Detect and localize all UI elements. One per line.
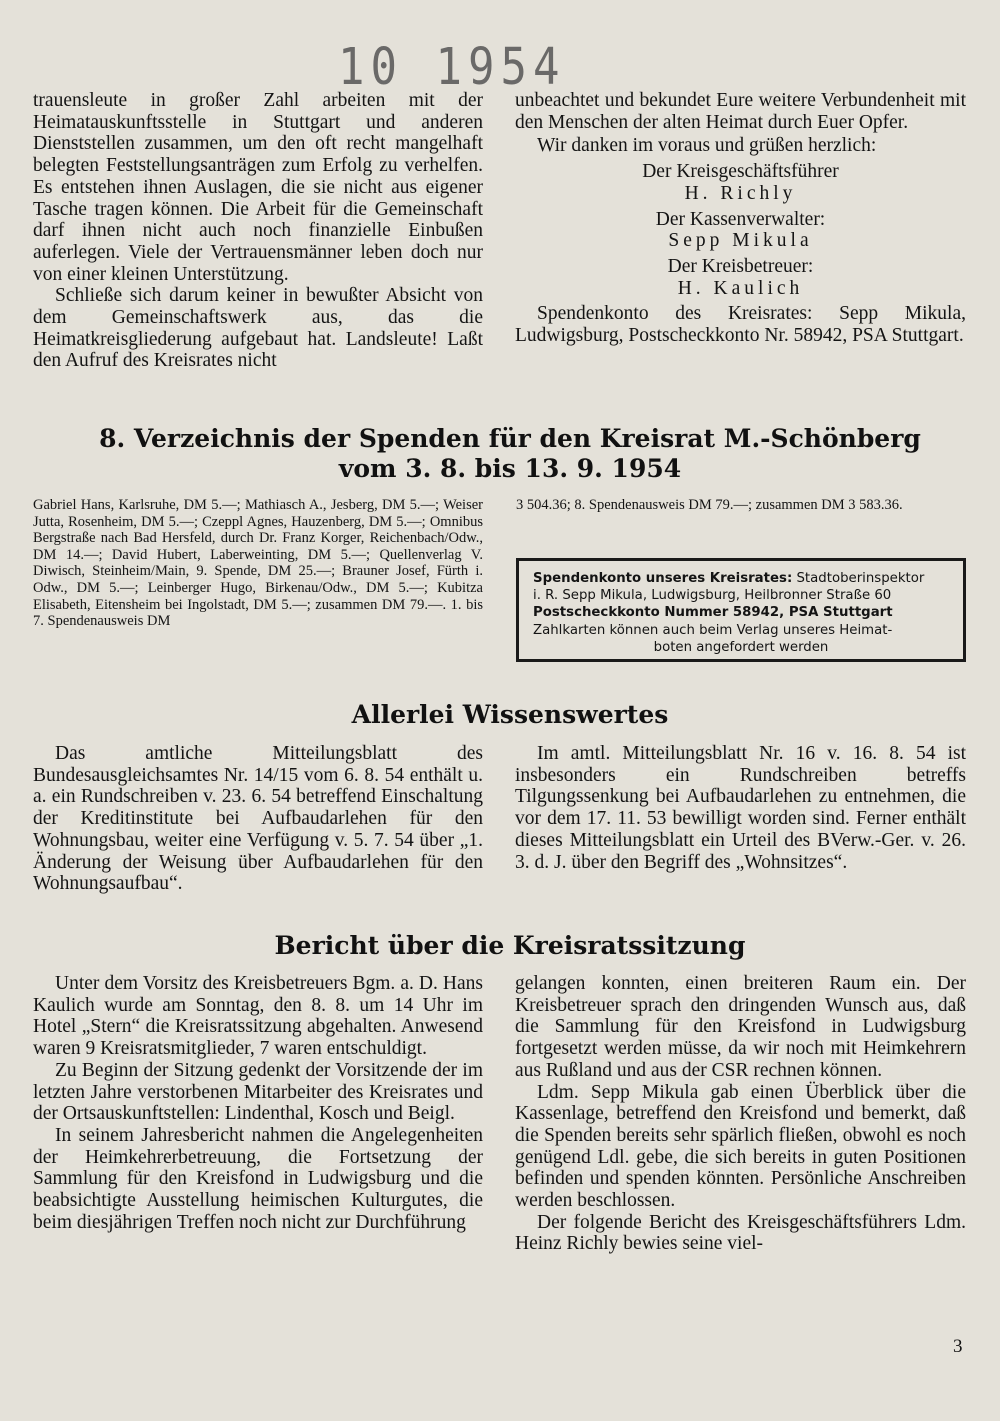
paragraph: Zu Beginn der Sitzung gedenkt der Vorsitzende der im letzten Jahre verstorbenen Mitarbeiter des Kreisrates und der Ortsauskunftstellen: Lindenthal, Kosch und Beigl. (33, 1059, 483, 1125)
box-bold-text: Postscheckkonto Nummer 58942, PSA Stuttgart (533, 605, 893, 621)
section-heading-spenden (60, 424, 960, 484)
signature-name: H. Kaulich (677, 277, 804, 299)
signature-name: Sepp Mikula (668, 230, 813, 252)
paragraph: trauensleute in großer Zahl arbeiten mit der Heimatauskunftsstelle in Stuttgart und anderen Dienststellen zusammen, um den oft recht mangelhaft belegten Feststellungsanträgen zum Erfolg zu verhelfen. Es entstehen ihnen Auslagen, die sie nicht aus eigener Tasche tragen können. Die Arbeit für die Gemeinschaft darf ihnen nicht auch noch finanzielle Einbußen auferlegen. Viele der Vertrauensmänner leben doch nur von einer kleinen Unterstützung. (33, 90, 483, 285)
paragraph: In seinem Jahresbericht nahmen die Angelegenheiten der Heimkehrerbetreuung, die Fortsetzung der Sammlung für den Kreisfond in Ludwigsburg und die beabsichtigte Ausstellung heimischen Kulturgutes, die beim diesjährigen Treffen noch nicht zur Durchführung (33, 1124, 483, 1233)
box-line: i. R. Sepp Mikula, Ludwigsburg, Heilbronner Straße 60 (533, 588, 892, 604)
section-heading-allerlei: Allerlei Wissenswertes (351, 700, 669, 729)
bericht-right-column (515, 973, 966, 1255)
section-heading-bericht: Bericht über die Kreisratssitzung (274, 931, 746, 960)
box-line: boten angefordert werden (653, 639, 829, 655)
signature-name: H. Richly (684, 182, 797, 204)
paragraph: gelangen konnten, einen breiteren Raum ein. Der Kreisbetreuer sprach den dringenden Wunsch aus, daß die Sammlung für den Kreisfond in Ludwigsburg fortgesetzt werden müsse, da wir noch mit Heimkehrern aus Rußland und aus der CSR rechnen können. (515, 973, 966, 1081)
date-stamp: 10 1954 (338, 38, 566, 97)
donation-total-text: 3 504.36; 8. Spendenausweis DM 79.—; zusammen DM 3 583.36. (516, 497, 903, 513)
bericht-left-column (33, 973, 483, 1233)
heading-line: 8. Verzeichnis der Spenden für den Kreisrat M.-Schönberg (99, 424, 921, 453)
box-bold-text: Spendenkonto unseres Kreisrates: (533, 571, 793, 586)
heading-line: vom 3. 8. bis 13. 9. 1954 (338, 454, 682, 483)
paragraph: Schließe sich darum keiner in bewußter Absicht von dem Gemeinschaftswerk aus, das die Heimatkreisgliederung aufgebaut hat. Landsleute! Laßt den Aufruf des Kreisrates nicht (33, 285, 483, 372)
top-left-column (33, 90, 483, 372)
donation-list-text: Gabriel Hans, Karlsruhe, DM 5.—; Mathiasch A., Jesberg, DM 5.—; Weiser Jutta, Rosenheim, DM 5.—; Czeppl Agnes, Hauzenberg, DM 5.—; Omnibus Bergstraße nach Bad Hersfeld, durch Dr. Franz Korger, Reichenbach/Odw., DM 14.—; David Hubert, Laberweinting, DM 5.—; Quellenverlag V. Diwisch, Steinheim/Main, 9. Spende, DM 25.—; Brauner Josef, Fürth i. Odw., DM 5.—; Leinberger Hugo, Birkenau/Odw., DM 5.—; Kubitza Elisabeth, Eitensheim bei Ingolstadt, DM 5.—; zusammen DM 79.—. 1. bis 7. Spendenausweis DM (33, 497, 483, 630)
box-text: Stadtoberinspektor (792, 571, 925, 586)
paragraph: Ldm. Sepp Mikula gab einen Überblick über die Kassenlage, betreffend den Kreisfond und bemerkt, daß die Spenden bereits sehr spärlich fließen, obwohl es noch genügend Ldl. gebe, die sich bereits in guten Positionen befinden und spenden könnten. Persönliche Anschreiben werden beschlossen. (515, 1081, 966, 1212)
allerlei-right-column (515, 743, 966, 873)
paragraph: Das amtliche Mitteilungsblatt des Bundesausgleichsamtes Nr. 14/15 vom 6. 8. 54 enthält u. a. ein Rundschreiben v. 23. 6. 54 betreffend Einschaltung der Kreditinstitute bei Aufbaudarlehen für den Wohnungsbau, weiter eine Verfügung v. 5. 7. 54 über „1. Änderung der Weisung über Aufbaudarlehen für den Wohnungsaufbau“. (33, 743, 483, 895)
box-line (533, 604, 949, 621)
paragraph: Im amtl. Mitteilungsblatt Nr. 16 v. 16. 8. 54 ist insbesonders ein Rundschreiben betreffs Tilgungssenkung bei Aufbaudarlehen zu entnehmen, die vor dem 17. 11. 53 bewilligt worden sind. Ferner enthält dieses Mitteilungsblatt ein Urteil des BVerw.-Ger. v. 26. 3. d. J. über den Begriff des „Wohnsitzes“. (515, 743, 966, 873)
box-line: Zahlkarten können auch beim Verlag unseres Heimat- (533, 622, 893, 638)
thanks-line: Wir danken im voraus und grüßen herzlich: (537, 135, 877, 157)
signature-role: Der Kassenverwalter: (655, 208, 826, 230)
donation-list (33, 497, 483, 630)
donation-total (516, 497, 966, 514)
page-number: 3 (953, 1336, 963, 1357)
top-right-column (515, 90, 966, 347)
paragraph: Der folgende Bericht des Kreisgeschäftsführers Ldm. Heinz Richly bewies seine viel- (515, 1211, 966, 1255)
signature-role: Der Kreisbetreuer: (667, 255, 814, 277)
box-line (533, 570, 949, 587)
account-notice-box (516, 558, 966, 662)
signature-role: Der Kreisgeschäftsführer (642, 161, 839, 183)
paragraph: unbeachtet und bekundet Eure weitere Verbundenheit mit den Menschen der alten Heimat durch Euer Opfer. (515, 90, 966, 133)
account-info: Spendenkonto des Kreisrates: Sepp Mikula, Ludwigsburg, Postscheckkonto Nr. 58942, PSA Stuttgart. (515, 303, 966, 347)
paragraph: Unter dem Vorsitz des Kreisbetreuers Bgm. a. D. Hans Kaulich wurde am Sonntag, den 8. 8. um 14 Uhr im Hotel „Stern“ die Kreisratssitzung abgehalten. Anwesend waren 9 Kreisratsmitglieder, 7 waren entschuldigt. (33, 973, 483, 1060)
allerlei-left-column (33, 743, 483, 895)
